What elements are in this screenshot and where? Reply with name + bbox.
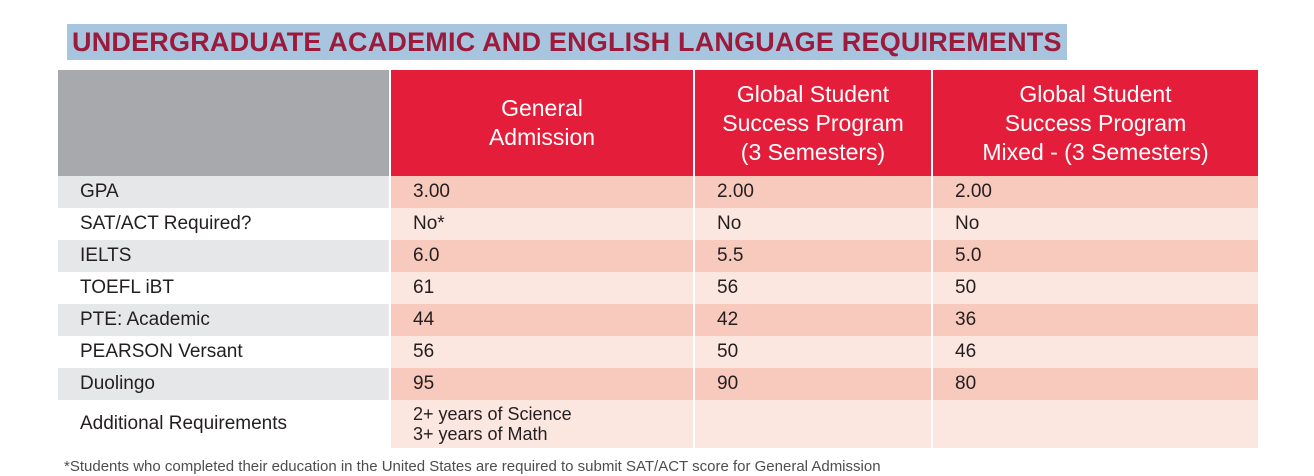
cell-gssp: 50 bbox=[694, 336, 932, 368]
cell-gssp-mixed bbox=[932, 400, 1258, 448]
table-row-additional bbox=[58, 400, 1258, 448]
row-label: IELTS bbox=[58, 240, 390, 272]
cell-general-admission: 3.00 bbox=[390, 176, 694, 208]
cell-general-admission: 6.0 bbox=[390, 240, 694, 272]
cell-gssp-mixed: 5.0 bbox=[932, 240, 1258, 272]
cell-gssp: 5.5 bbox=[694, 240, 932, 272]
cell-gssp-mixed: 50 bbox=[932, 272, 1258, 304]
cell-gssp bbox=[694, 400, 932, 448]
header-line: Success Program bbox=[1004, 109, 1187, 136]
row-label: PTE: Academic bbox=[58, 304, 390, 336]
cell-gssp: 90 bbox=[694, 368, 932, 400]
header-line: General bbox=[501, 95, 583, 121]
header-line: Admission bbox=[488, 124, 596, 150]
row-label: Duolingo bbox=[58, 368, 390, 400]
header-line: Global Student bbox=[1019, 80, 1172, 107]
cell-gssp-mixed: 36 bbox=[932, 304, 1258, 336]
table-row bbox=[58, 208, 1258, 240]
table-row bbox=[58, 176, 1258, 208]
row-label: SAT/ACT Required? bbox=[58, 208, 390, 240]
row-label: PEARSON Versant bbox=[58, 336, 390, 368]
requirement-line: 2+ years of Science bbox=[413, 404, 572, 424]
cell-gssp: No bbox=[694, 208, 932, 240]
header-gssp-mixed bbox=[932, 70, 1258, 176]
footnote: *Students who completed their education in the United States are required to submit SAT/ACT score for General Admission bbox=[64, 458, 881, 475]
cell-general-admission: 56 bbox=[390, 336, 694, 368]
row-label: GPA bbox=[58, 176, 390, 208]
cell-gssp-mixed: 80 bbox=[932, 368, 1258, 400]
header-line: Success Program bbox=[722, 109, 904, 136]
cell-gssp: 42 bbox=[694, 304, 932, 336]
row-label: Additional Requirements bbox=[58, 400, 390, 448]
table-row bbox=[58, 240, 1258, 272]
table-row bbox=[58, 304, 1258, 336]
cell-general-admission: 61 bbox=[390, 272, 694, 304]
table-row bbox=[58, 336, 1258, 368]
header-general-admission bbox=[390, 70, 694, 176]
cell-general-admission bbox=[390, 400, 694, 448]
header-line: Mixed - (3 Semesters) bbox=[982, 138, 1209, 165]
cell-gssp-mixed: 46 bbox=[932, 336, 1258, 368]
page-title: UNDERGRADUATE ACADEMIC AND ENGLISH LANGUAGE REQUIREMENTS bbox=[67, 24, 1067, 60]
table-header-row bbox=[58, 70, 1258, 176]
header-gssp bbox=[694, 70, 932, 176]
cell-general-admission: 44 bbox=[390, 304, 694, 336]
requirement-line: 3+ years of Math bbox=[413, 424, 548, 444]
table-row bbox=[58, 368, 1258, 400]
header-corner-cell bbox=[58, 70, 390, 176]
cell-general-admission: No* bbox=[390, 208, 694, 240]
table-row bbox=[58, 272, 1258, 304]
header-line: (3 Semesters) bbox=[740, 138, 886, 165]
cell-gssp-mixed: No bbox=[932, 208, 1258, 240]
cell-gssp: 56 bbox=[694, 272, 932, 304]
cell-general-admission: 95 bbox=[390, 368, 694, 400]
requirements-table bbox=[58, 70, 1258, 448]
row-label: TOEFL iBT bbox=[58, 272, 390, 304]
cell-gssp-mixed: 2.00 bbox=[932, 176, 1258, 208]
cell-gssp: 2.00 bbox=[694, 176, 932, 208]
header-line: Global Student bbox=[736, 80, 890, 107]
